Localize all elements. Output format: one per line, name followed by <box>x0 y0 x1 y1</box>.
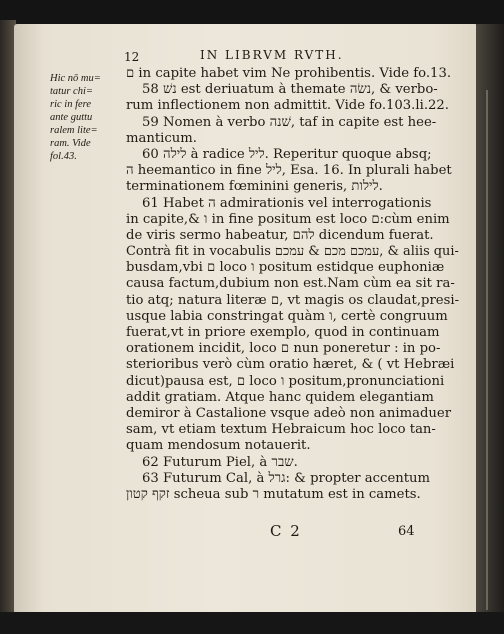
body-line: demiror à Castalione vsque adeò non animaduer <box>126 405 451 421</box>
body-line: 58 נשׁ est deriuatum à themate נשׂה, & verbo- <box>142 82 438 98</box>
body-line: orationem incidit, loco ם nun poneretur : in po- <box>126 341 441 357</box>
signature-mark: C 2 <box>270 522 302 540</box>
commentary-body <box>126 66 460 503</box>
body-line: 61 Habet ה admirationis vel interrogationis <box>142 195 432 211</box>
body-line: 63 Futurum Cal, à גרל: & propter accentum <box>142 470 431 486</box>
page-edge-line <box>486 90 488 610</box>
body-line: usque labia constringat quàm ו, certè congruum <box>126 308 448 324</box>
facing-page-edge <box>476 24 504 634</box>
body-line: manticum. <box>126 130 197 146</box>
margin-note-line: ralem lite= <box>50 125 98 136</box>
margin-note-line: Hic nō mu= <box>50 73 101 84</box>
body-line: rum inflectionem non admittit. Vide fo.103.li.22. <box>126 98 449 114</box>
body-line: causa factum,dubium non est.Nam cùm ea sit ra- <box>126 276 455 292</box>
body-line: terminationem fœminini generis, לילות. <box>126 179 383 195</box>
body-line: ם in capite habet vim Ne prohibentis. Vide fo.13. <box>126 66 452 81</box>
body-line: Contrà fit in vocabulis עמכם מכם & עמכם, & aliis qui- <box>126 244 459 260</box>
body-line: quam mendosum notauerit. <box>126 438 311 454</box>
body-line: busdam,vbi ם loco ו positum estidque euphoniæ <box>126 260 445 276</box>
margin-note-line: ram. Vide <box>50 138 91 149</box>
margin-note-line: tatur chi= <box>50 86 93 97</box>
body-line: sam, vt etiam textum Hebraicum hoc loco tan- <box>126 422 436 438</box>
body-line: 59 Nomen à verbo שׁנה, taf in capite est hee- <box>142 114 437 130</box>
body-line: de viris sermo habeatur, להם dicendum fuerat. <box>126 227 434 243</box>
body-line: dicut)pausa est, ם loco ו positum,pronunciationi <box>126 373 445 389</box>
body-line: ה heemantico in fine ליל, Esa. 16. In plurali habet <box>126 163 452 179</box>
running-head: IN LIBRVM RVTH. <box>200 48 344 62</box>
body-line: 62 Futurum Piel, à שבר. <box>142 454 298 470</box>
body-line: sterioribus verò cùm oratio hæret, & ( vt Hebræi <box>126 357 455 373</box>
background-top <box>0 0 504 24</box>
body-line: addit gratiam. Atque hanc quidem elegantiam <box>126 389 434 405</box>
margin-note <box>50 72 122 163</box>
body-line: tio atq; natura literæ ם, vt magis os claudat,presi- <box>126 292 460 308</box>
body-line: 60 לילה à radice ליל. Reperitur quoque absq; <box>142 146 432 162</box>
margin-note-line: ric in fere <box>50 99 92 110</box>
page-number: 12 <box>124 50 140 64</box>
body-line: fuerat,vt in priore exemplo, quod in continuam <box>126 325 440 340</box>
background-bottom <box>0 612 504 634</box>
body-line: זקף קטון scheua sub ר mutatum est in camets. <box>126 486 421 502</box>
margin-note-line: fol.43. <box>50 151 77 162</box>
body-line: in capite,& ו in fine positum est loco ם:cùm enim <box>126 211 450 227</box>
folio-number: 64 <box>398 524 415 539</box>
margin-note-line: ante guttu <box>50 112 93 123</box>
